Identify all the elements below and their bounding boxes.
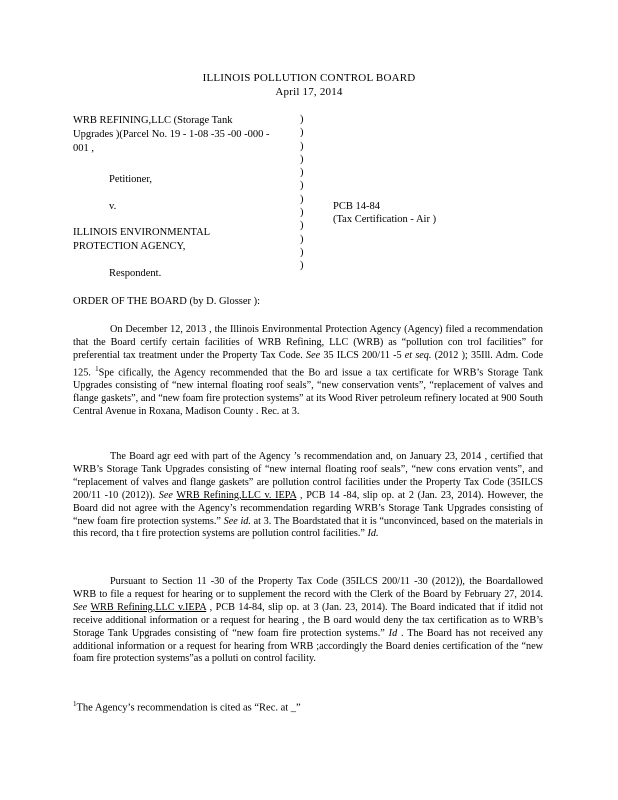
citation-signal: Id [388, 627, 398, 639]
caption-divider [300, 113, 304, 273]
paragraph-3 [73, 576, 543, 666]
citation-signal: Id. [367, 528, 379, 540]
citation-signal: See [223, 515, 238, 527]
text-span: On December 12, 2013 , the Illinois Environmental Protection Agency (Agency) filed a recommendation that the Board certify certain facilities of WRB Refining, LLC (WRB) as “pollution con trol facilities” for preferential tax treatment under the Property Tax Code. [73, 324, 543, 361]
citation-signal: See [73, 601, 88, 613]
order-date: April 17, 2014 [275, 86, 343, 98]
respondent-role: Respondent. [109, 268, 162, 279]
text-span: , PCB 14 -84, slip op. at 2 (Jan. 23, 2014). However, the Board did not agree with the Agency’s recommendation regarding WRB’s Storage Tank Upgrades consisting of “new foam fire protection systems.” [73, 489, 543, 527]
text-span: The Board agr eed with part of the Agency ’s recommendation and, on January 23, 2014 , certified that WRB’s Storage Tank Upgrades consisting of “new internal floating roof seals”, “new cons ervation vents”, and “replacement of valves and flange gaskets” are pollution control facilities under the Property Tax Code (35ILCS 200/11 -10 (2012)). [73, 451, 543, 501]
paren: ) [300, 127, 304, 139]
petitioner-name: WRB REFINING,LLC (Storage Tank [73, 115, 233, 126]
text-span: 35 ILCS 200/11 -5 [320, 349, 405, 361]
versus-label: v. [109, 201, 117, 212]
paragraph-2 [73, 451, 543, 541]
case-type: (Tax Certification - Air ) [333, 214, 437, 225]
paren: ) [300, 207, 304, 219]
citation-signal: See [158, 489, 173, 501]
citation-signal: id. [240, 515, 251, 527]
petitioner-parcel: Upgrades )(Parcel No. 19 - 1-08 -35 -00 -000 - [73, 129, 270, 140]
text-span: , PCB 14-84, slip op. at 3 (Jan. 23, 2014). The Board indicated that if itdid not receive additional information or a request for hearing , the B oard would deny the tax certification as to WRB’s Storage Tank Upgrades consisting of “new foam fire protection systems.” [73, 601, 543, 639]
citation-signal: et seq. [404, 349, 432, 361]
text-span: Spe cifically, the Agency recommended that the Bo ard issue a tax certificate for WRB’s Storage Tank Upgrades consisting of “new internal floating roof seals”, “new conservation vents”, “replacement of valves and flange gaskets”, and “new foam fire protection systems” at its Wood River petroleum refinery located at 900 South Central Avenue in Roxana, Madison County . Rec. at 3. [73, 367, 544, 417]
paren: ) [300, 233, 304, 245]
respondent-name: ILLINOIS ENVIRONMENTAL [73, 227, 211, 238]
text-span: at 3. The Boardstated that it is “unconvinced, based on the materials in this record, tha t fire protection systems are pollution control facilities.” [73, 515, 544, 540]
paren: ) [300, 140, 304, 152]
footnote-mark: 1 [73, 700, 77, 708]
paragraph-1 [73, 324, 543, 419]
footnote [73, 700, 301, 714]
footnote-marker[interactable]: 1 [95, 364, 99, 373]
case-citation: WRB Refining,LLC v. IEPA [176, 489, 297, 501]
text-span: (2012 ); 35Ill. Adm. Code 125. [73, 349, 544, 379]
footnote-text: The Agency’s recommendation is cited as “Rec. at _” [76, 702, 301, 714]
paren: ) [300, 153, 304, 165]
paren: ) [300, 260, 304, 272]
order-heading: ORDER OF THE BOARD (by D. Glosser ): [73, 296, 261, 307]
paren: ) [300, 246, 304, 258]
paren: ) [300, 180, 304, 192]
paren: ) [300, 114, 304, 125]
petitioner-role: Petitioner, [109, 174, 153, 185]
agency-title: ILLINOIS POLLUTION CONTROL BOARD [202, 72, 416, 84]
petitioner-parcel-cont: 001 , [73, 143, 94, 154]
text-span: Pursuant to Section 11 -30 of the Property Tax Code (35ILCS 200/11 -30 (2012)), the Boardallowed WRB to file a request for hearing or to supplement the record with the Clerk of the Board by February 27, 2014. [73, 576, 543, 600]
paren: ) [300, 167, 304, 179]
text-span: . The Board has not received any additional information or a request for hearing from WRB ;accordingly the Board denies certification of the “new foam fire protection systems”as a polluti on control facility. [73, 627, 543, 665]
citation-signal: See [306, 349, 321, 361]
case-number: PCB 14-84 [333, 201, 380, 212]
paren: ) [300, 220, 304, 232]
respondent-name-cont: PROTECTION AGENCY, [73, 241, 186, 252]
case-citation: WRB Refining,LLC v.IEPA [90, 601, 207, 613]
paren: ) [300, 193, 304, 205]
